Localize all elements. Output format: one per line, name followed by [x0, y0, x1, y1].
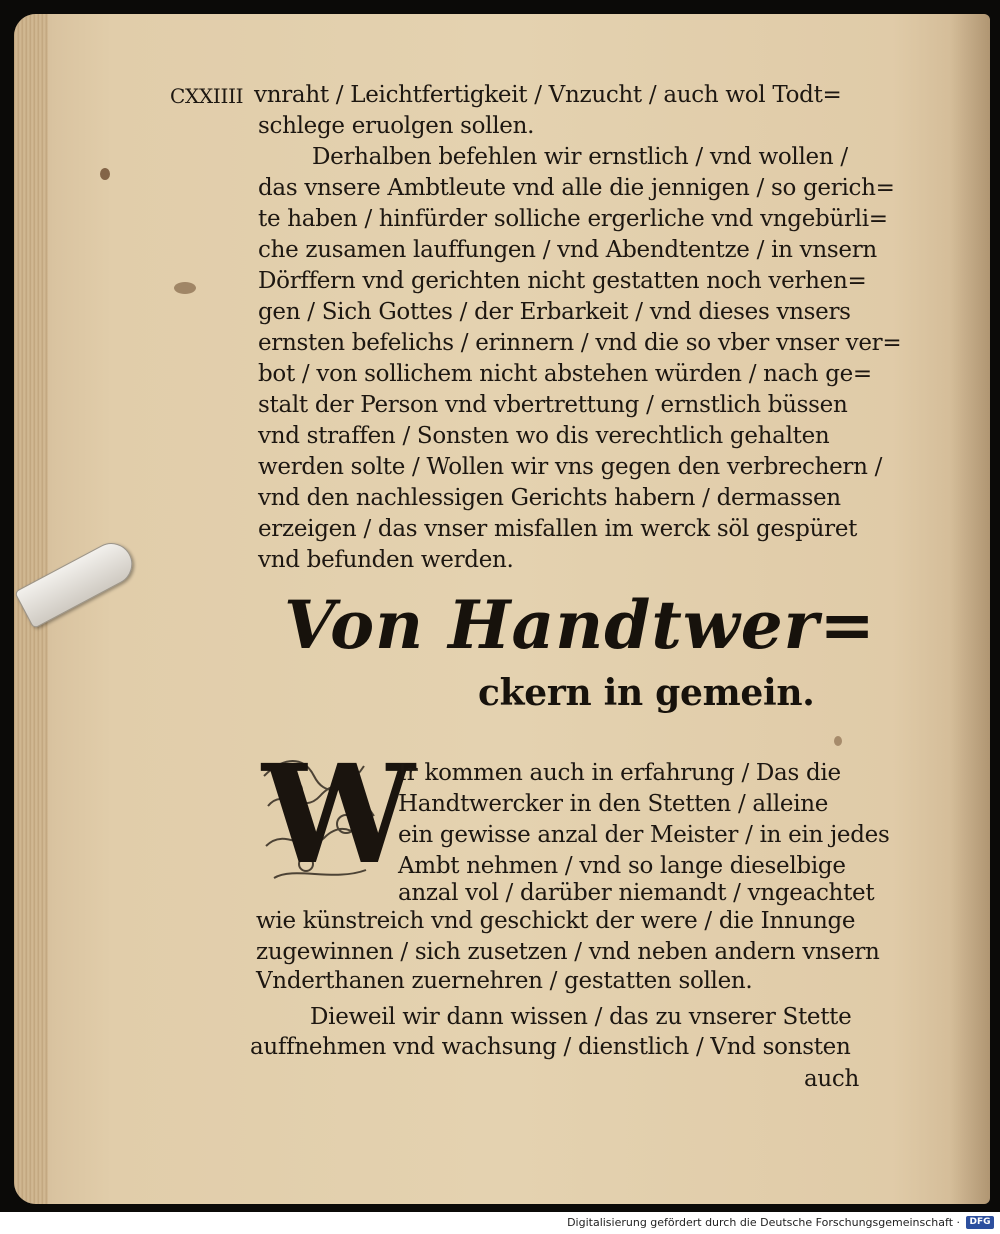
text-line: Derhalben befehlen wir ernstlich / vnd wollen / [312, 144, 848, 170]
text-line: te haben / hinfürder solliche ergerliche vnd vngebürli= [258, 206, 888, 232]
text-line: Ir kommen auch in erfahrung / Das die [398, 760, 841, 786]
text-line: Dieweil wir dann wissen / das zu vnserer Stette [310, 1004, 852, 1030]
folio-number: CXXIIII [170, 84, 244, 108]
text-line: che zusamen lauffungen / vnd Abendtentze / in vnsern [258, 237, 877, 263]
text-line: vnd befunden werden. [258, 547, 514, 573]
text-line: Ambt nehmen / vnd so lange dieselbige [398, 853, 846, 879]
text-line: erzeigen / das vnser misfallen im werck söl gespüret [258, 516, 858, 542]
text-line: vnraht / Leichtfertigkeit / Vnzucht / auch wol Todt= [254, 82, 842, 108]
text-line: auffnehmen vnd wachsung / dienstlich / Vnd sonsten [250, 1034, 851, 1060]
text-line: gen / Sich Gottes / der Erbarkeit / vnd dieses vnsers [258, 299, 851, 325]
section-heading: Von Handtwer= [284, 586, 876, 664]
decorated-initial [254, 735, 415, 895]
footer-credit: Digitalisierung gefördert durch die Deutsche Forschungsgemeinschaft · [567, 1216, 960, 1229]
text-line: schlege eruolgen sollen. [258, 113, 535, 139]
text-line: Handtwercker in den Stetten / alleine [398, 791, 829, 817]
text-line: vnd den nachlessigen Gerichts habern / dermassen [258, 485, 841, 511]
ink-stain [100, 168, 110, 180]
catchword: auch [804, 1066, 860, 1092]
text-line: Vnderthanen zuernehren / gestatten sollen. [256, 968, 753, 994]
text-line: Dörffern vnd gerichten nicht gestatten noch verhen= [258, 268, 867, 294]
gutter-shadow [950, 14, 990, 1204]
section-heading-continued: ckern in gemein. [478, 672, 815, 714]
dfg-logo: DFG [966, 1216, 994, 1229]
text-line: anzal vol / darüber niemandt / vngeachtet [398, 880, 875, 906]
text-line: bot / von sollichem nicht abstehen würden / nach ge= [258, 361, 872, 387]
text-line: stalt der Person vnd vbertrettung / ernstlich büssen [258, 392, 848, 418]
text-line: ernsten befelichs / erinnern / vnd die so vber vnser ver= [258, 330, 902, 356]
text-line: zugewinnen / sich zusetzen / vnd neben andern vnsern [256, 939, 880, 965]
text-line: das vnsere Ambtleute vnd alle die jennigen / so gerich= [258, 175, 895, 201]
footer-bar [0, 1212, 1000, 1234]
ink-stain [174, 282, 196, 294]
text-line: werden solte / Wollen wir vns gegen den verbrechern / [258, 454, 883, 480]
text-line: vnd straffen / Sonsten wo dis verechtlich gehalten [258, 423, 830, 449]
text-line: ein gewisse anzal der Meister / in ein jedes [398, 822, 890, 848]
initial-letter: W [262, 735, 415, 895]
text-line: wie künstreich vnd geschickt der were / die Innunge [256, 908, 856, 934]
ink-stain [834, 736, 842, 746]
